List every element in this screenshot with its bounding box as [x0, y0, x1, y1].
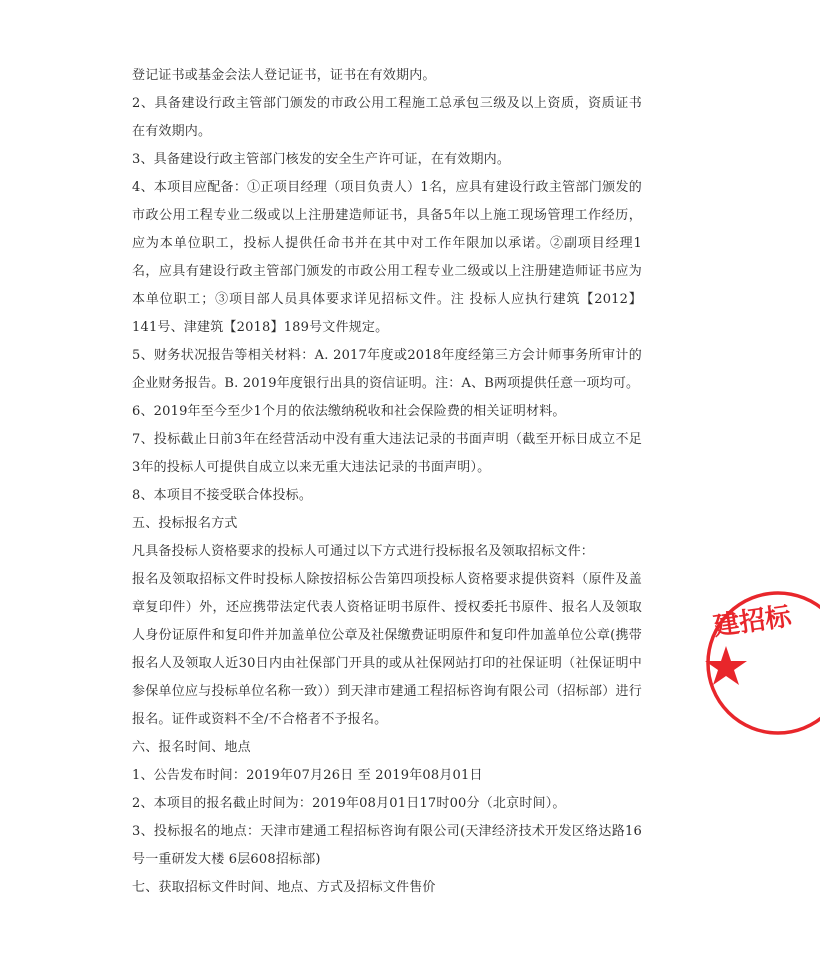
section-heading-registration-method: 五、投标报名方式 — [132, 516, 238, 531]
paragraph-no-violation: 7、投标截止日前3年在经营活动中没有重大违法记录的书面声明（截至开标日成立不足3年的投标人可提供自成立以来无重大违法记录的书面声明）。 — [132, 432, 642, 475]
paragraph-publish-time: 1、公告发布时间：2019年07月26日 至 2019年08月01日 — [132, 768, 483, 783]
paragraph-qualification: 2、具备建设行政主管部门颁发的市政公用工程施工总承包三级及以上资质，资质证书在有效期内。 — [132, 96, 642, 139]
paragraph-financial-report: 5、财务状况报告等相关材料：A. 2017年度或2018年度经第三方会计师事务所审计的企业财务报告。B. 2019年度银行出具的资信证明。注：A、B两项提供任意一项均可。 — [132, 348, 642, 391]
paragraph-registration-certificate: 登记证书或基金会法人登记证书，证书在有效期内。 — [132, 68, 436, 83]
paragraph-safety-permit: 3、具备建设行政主管部门核发的安全生产许可证，在有效期内。 — [132, 152, 511, 167]
paragraph-deadline: 2、本项目的报名截止时间为：2019年08月01日17时00分（北京时间）。 — [132, 796, 566, 811]
seal-text: 建招标 — [711, 601, 794, 643]
paragraph-location: 3、投标报名的地点：天津市建通工程招标咨询有限公司(天津经济技术开发区络达路16号一重研发大楼 6层608招标部) — [132, 824, 642, 867]
paragraph-project-manager: 4、本项目应配备：①正项目经理（项目负责人）1名，应具有建设行政主管部门颁发的市政公用工程专业二级或以上注册建造师证书，具备5年以上施工现场管理工作经历，应为本单位职工，投标人提供任命书并在其中对工作年限加以承诺。②副项目经理1名，应具有建设行政主管部门颁发的市政公用工程专业二级或以上注册建造师证书应为本单位职工；③项目部人员具体要求详见招标文件。注 投标人应执行建筑【2012】141号、津建筑【2018】189号文件规定。 — [132, 180, 642, 335]
company-seal-stamp — [700, 588, 820, 738]
paragraph-no-consortium: 8、本项目不接受联合体投标。 — [132, 488, 313, 503]
section-heading-obtain-documents: 七、获取招标文件时间、地点、方式及招标文件售价 — [132, 880, 436, 895]
section-heading-registration-time: 六、报名时间、地点 — [132, 740, 251, 755]
paragraph-tax-insurance: 6、2019年至今至少1个月的依法缴纳税收和社会保险费的相关证明材料。 — [132, 404, 566, 419]
paragraph-registration-intro: 凡具备投标人资格要求的投标人可通过以下方式进行投标报名及领取招标文件： — [132, 544, 595, 559]
paragraph-registration-details: 报名及领取招标文件时投标人除按招标公告第四项投标人资格要求提供资料（原件及盖章复印件）外，还应携带法定代表人资格证明书原件、授权委托书原件、报名人及领取人身份证原件和复印件并加盖单位公章及社保缴费证明原件和复印件加盖单位公章(携带报名人及领取人近30日内由社保部门开具的或从社保网站打印的社保证明（社保证明中参保单位应与投标单位名称一致））到天津市建通工程招标咨询有限公司（招标部）进行报名。证件或资料不全/不合格者不予报名。 — [132, 572, 642, 727]
